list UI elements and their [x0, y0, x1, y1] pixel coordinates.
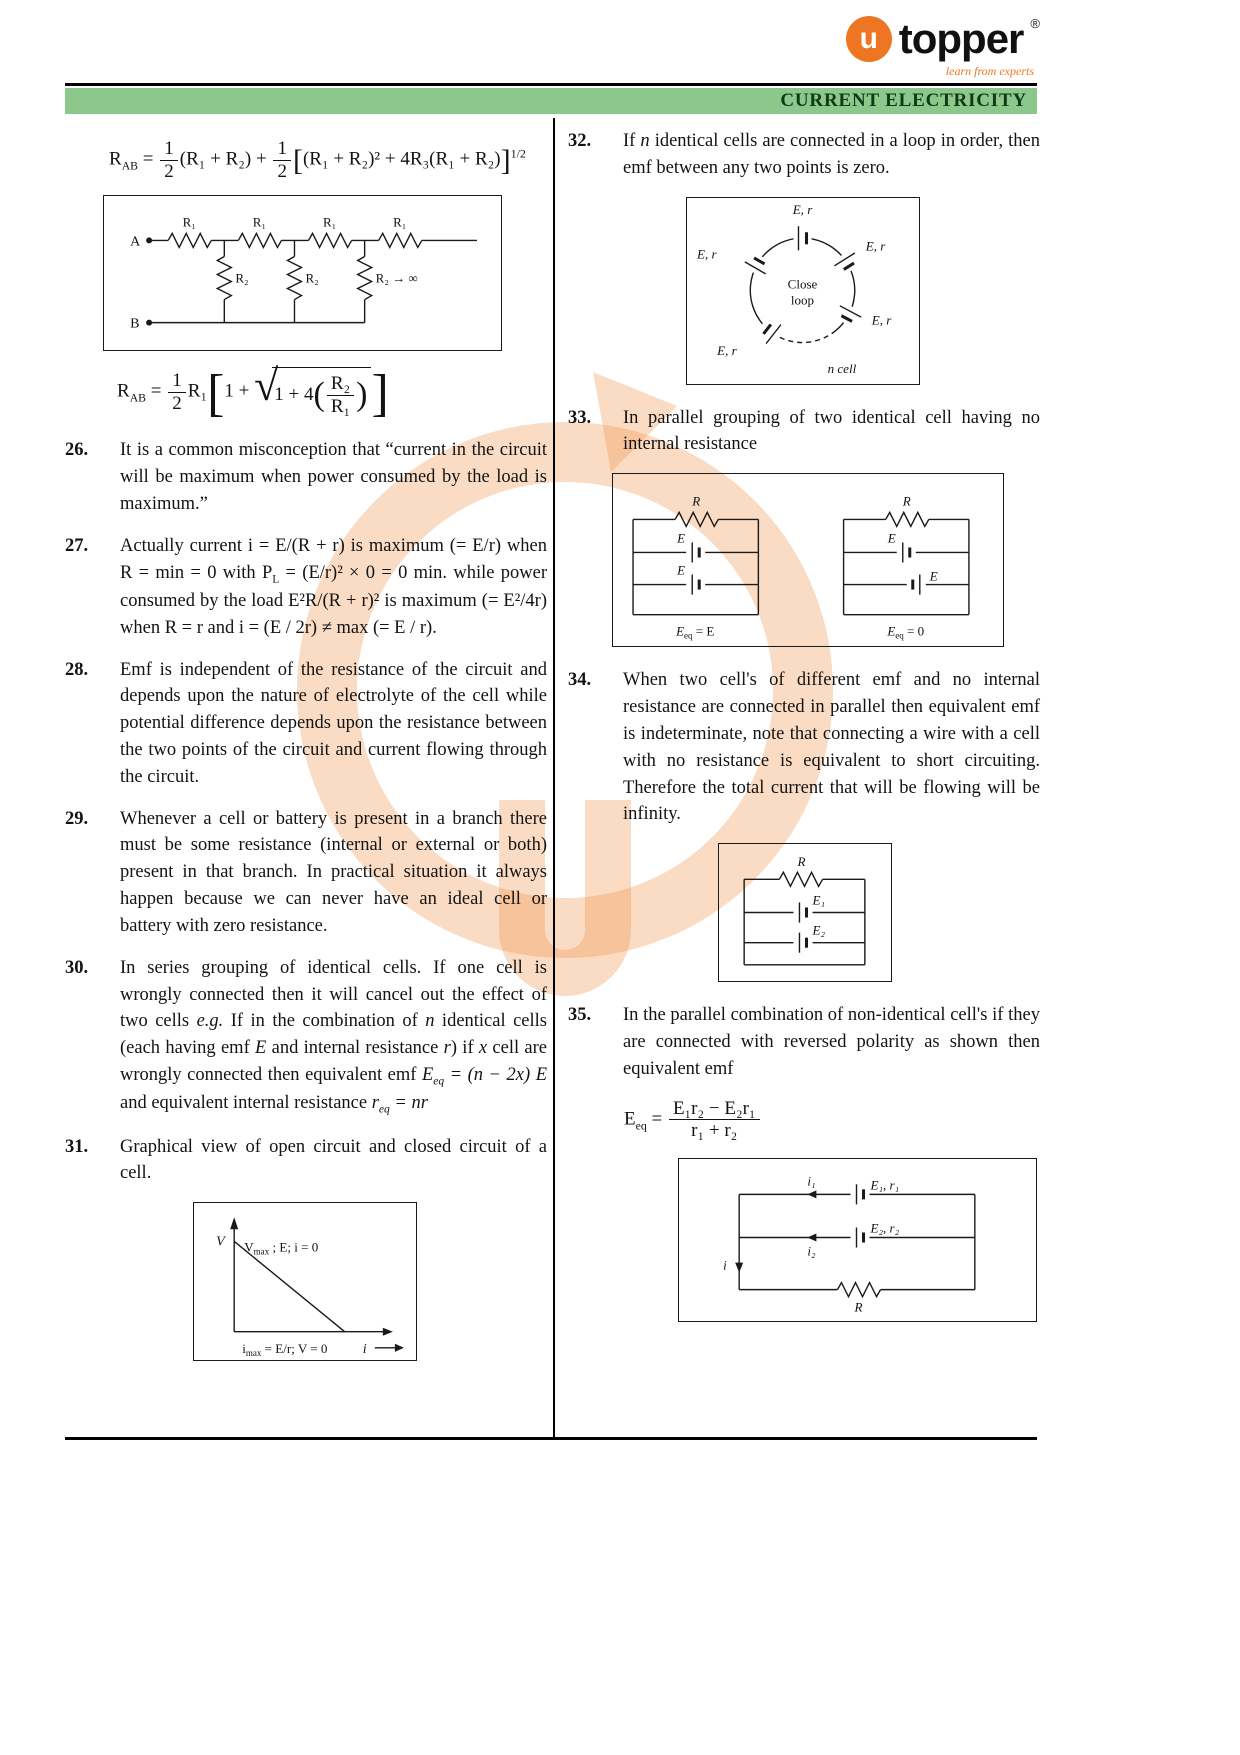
terminal-b-dot [146, 319, 152, 325]
emf-label: E, r [697, 245, 717, 261]
r2-label: R₂ [235, 270, 249, 286]
inline-formula-eeq: $E_{eq} = (n - 2x)$ E [421, 1064, 547, 1088]
reversed-polarity-svg [679, 1159, 1036, 1321]
resistor-symbol [287, 256, 301, 299]
item-number: 29. [65, 808, 89, 829]
item-26 [65, 437, 547, 517]
bottom-rule [65, 1437, 1037, 1440]
current-i2-arrow [807, 1234, 816, 1242]
i-axis-label: i [362, 1341, 367, 1358]
eq-emf-right: $E_{eq} = 0$ [887, 623, 925, 641]
formula-eeq-reversed-polarity: $E_{eq}$ = $\frac{\text{E₁r₂ − E₂r₁}}{\text{r₁ + r₂}}$ [624, 1098, 1040, 1143]
i-direction-arrow [395, 1344, 404, 1352]
item-text: In the parallel combination of non-identical cell's if they are connected with reversed polarity as shown then equivalent emf [623, 1005, 1040, 1079]
emf-label: E, r [792, 201, 813, 217]
r1-label: R₁ [182, 214, 196, 230]
n-cell-label: n cell [827, 360, 857, 376]
item-35 [568, 1002, 1040, 1082]
cell-e2-label: E₂ [812, 922, 826, 938]
vi-graph-svg [194, 1203, 416, 1360]
item-text: It is a common misconception that “current in the circuit will be maximum when power consumed by the load is maximum.” [120, 440, 547, 514]
resistor-symbol [675, 513, 718, 527]
item-text: When two cell's of different emf and no internal resistance are connected in parallel then equivalent emf is indeterminate, note that connecting a wire with a cell with no resistance is equivalent to short circuiting. Therefore the total current that will be flowing will be infinity. [623, 670, 1040, 825]
right-column [568, 128, 1040, 1322]
item-32 [568, 128, 1040, 182]
item-number: 31. [65, 1136, 89, 1157]
i2-label: i₂ [807, 1243, 816, 1259]
emf-label: E, r [871, 312, 892, 328]
different-emf-svg [719, 844, 891, 981]
resistor-symbol [358, 256, 372, 299]
ladder-network-svg [104, 196, 501, 350]
terminal-a-dot [146, 237, 152, 243]
item-number: 35. [568, 1005, 592, 1026]
i-label: i [723, 1257, 727, 1273]
terminal-b-label: B [130, 315, 140, 332]
cell-label: E [677, 530, 686, 546]
topper-logo [846, 16, 1040, 79]
close-loop-label: Close [787, 276, 818, 292]
resistor-label: R [902, 493, 911, 509]
item-number: 33. [568, 407, 592, 428]
terminal-a-label: A [130, 233, 141, 250]
fraction: $\frac{1}{2}$ [168, 370, 186, 415]
resistor-label: R [692, 493, 701, 509]
item-number: 28. [65, 659, 89, 680]
resistor-label: R [854, 1299, 863, 1315]
item-34 [568, 667, 1040, 828]
r1-label: R₁ [322, 214, 337, 230]
item-31 [65, 1134, 547, 1188]
resistor-symbol [238, 233, 281, 247]
column-divider [553, 118, 555, 1437]
r2-label: R₂ [305, 270, 319, 286]
item-27 [65, 533, 547, 642]
cell-e1-label: E₁, r₁ [870, 1177, 900, 1193]
fraction: $\frac{1}{2}$ [273, 138, 291, 183]
inline-formula-req: $r_{eq}$ = nr [371, 1093, 428, 1116]
formula-rab-series-expansion: $R_{AB}$ = $\frac{1}{2}$ (R₁ + R₂) + $\frac{1}{2}$ $[(R_1 + R_2)^2 + 4R_3(R_1 + R_2)]^{1/2}$ [109, 138, 526, 182]
resistor-symbol [837, 1283, 880, 1297]
vmax-label: $V_{max}$ ; E; i = 0 [244, 1239, 319, 1257]
formula-lhs: R [109, 148, 122, 170]
chapter-title: CURRENT ELECTRICITY [780, 90, 1027, 111]
item-29 [65, 806, 547, 940]
item-30 [65, 955, 547, 1119]
different-emf-parallel-diagram [718, 843, 892, 982]
resistor-symbol [886, 513, 929, 527]
r1-label: R₁ [393, 214, 407, 230]
item-text: Actually current i = E/(R + r) is maximum (= E/r) when R = min = 0 with $P_L = (E/r)^2 \times 0 = 0$ min. while power consumed by the load E²R/(R + r)² is maximum (= E²/4r) when R = r and i = (E / 2r) ≠ max (= E / r). [120, 535, 547, 638]
item-text: Whenever a cell or battery is present in a branch there must be some resistance (internal or external or both) present in that branch. In practical situation it always happen because we can never have an ideal cell or battery with zero resistance. [120, 808, 547, 936]
vi-line [234, 1239, 344, 1332]
item-text: In parallel grouping of two identical cell having no internal resistance [623, 407, 1040, 455]
item-text: In series grouping of identical cells. If one cell is wrongly connected then it will cancel out the effect of two cells e.g. If in the combination of n identical cells (each having emf E and internal resistance r) if x cell are wrongly connected then equivalent emf $E_{eq} = (n - 2x)$ E and equivalent internal resistance $r_{eq}$ = nr [120, 957, 547, 1116]
close-loop-label: loop [790, 292, 815, 308]
brand-name: topper [898, 15, 1024, 62]
r1-label: R₁ [252, 214, 267, 230]
topper-logo-icon [846, 16, 892, 62]
cell-e1-label: E₁ [812, 892, 826, 908]
parallel-identical-cells-diagram [612, 473, 1004, 647]
cell-label: E [887, 530, 896, 546]
resistor-symbol [779, 872, 822, 886]
fraction: $\frac{\text{E₁r₂ − E₂r₁}}{\text{r₁ + r₂}}$ [669, 1098, 760, 1143]
resistor-symbol [379, 233, 422, 247]
battery-cells [793, 903, 812, 953]
item-number: 32. [568, 131, 592, 151]
item-number: 26. [65, 440, 89, 461]
i-axis-arrow [383, 1328, 393, 1336]
item-number: 34. [568, 670, 592, 691]
item-number: 27. [65, 535, 89, 556]
current-i1-arrow [807, 1191, 816, 1199]
open-closed-circuit-graph [193, 1202, 417, 1361]
cell-label: E [929, 568, 938, 584]
logo-u: u [859, 22, 878, 55]
item-number: 30. [65, 957, 89, 978]
cell-loop-svg [687, 198, 919, 384]
v-axis-label: V [216, 1233, 225, 1250]
resistor-label: R [797, 854, 806, 870]
parallel-cells-svg [613, 474, 1003, 646]
top-rule [65, 83, 1037, 86]
item-28 [65, 657, 547, 791]
battery-cells [850, 1185, 869, 1248]
imax-label: $i_{max} = E/r$; V = 0 [242, 1341, 328, 1359]
ladder-network-diagram [103, 195, 502, 351]
battery-cells [686, 543, 926, 595]
i1-label: i₁ [807, 1173, 816, 1189]
current-i-arrow [735, 1263, 743, 1273]
fraction: $\frac{\text{R₂}}{\text{R₁}}$ [327, 373, 354, 418]
left-column [65, 128, 547, 1365]
reversed-polarity-circuit-diagram [678, 1158, 1037, 1322]
brand-tagline: learn from experts [945, 64, 1034, 78]
square-root: √ 1 + 4 ( $\frac{\text{R₂}}{\text{R₁}}$ ) [254, 367, 371, 418]
chapter-banner [65, 88, 1037, 114]
emf-label: E, r [865, 237, 886, 253]
emf-label: E, r [717, 342, 737, 358]
item-text: If n identical cells are connected in a loop in order, then emf between any two points is zero. [623, 131, 1041, 178]
cell-loop-diagram [686, 197, 920, 385]
resistor-symbol [217, 256, 231, 299]
fraction: $\frac{1}{2}$ [160, 138, 178, 183]
item-33 [568, 405, 1040, 459]
eq-emf-left: $E_{eq} = E$ [676, 623, 715, 641]
formula-rab-infinite-ladder: $R_{AB}$ = $\frac{1}{2}$ R₁[1 + √ 1 + 4 ( $\frac{\text{R₂}}{\text{R₁}}$ ) ] [117, 360, 389, 423]
cell-e2-label: E₂, r₂ [870, 1220, 900, 1236]
resistor-symbol [309, 233, 352, 247]
item-text: Emf is independent of the resistance of the circuit and depends upon the nature of electrolyte of the cell while potential difference depends upon the resistance between the two points of the circuit and current flowing through the circuit. [120, 659, 547, 787]
r2-infinity-label: R₂ → ∞ [375, 270, 418, 286]
item-text: Graphical view of open circuit and closed circuit of a cell. [120, 1136, 547, 1184]
registered-mark: ® [1030, 16, 1040, 31]
cell-label: E [677, 562, 686, 578]
resistor-symbol [168, 233, 211, 247]
v-axis-arrow [230, 1217, 238, 1229]
